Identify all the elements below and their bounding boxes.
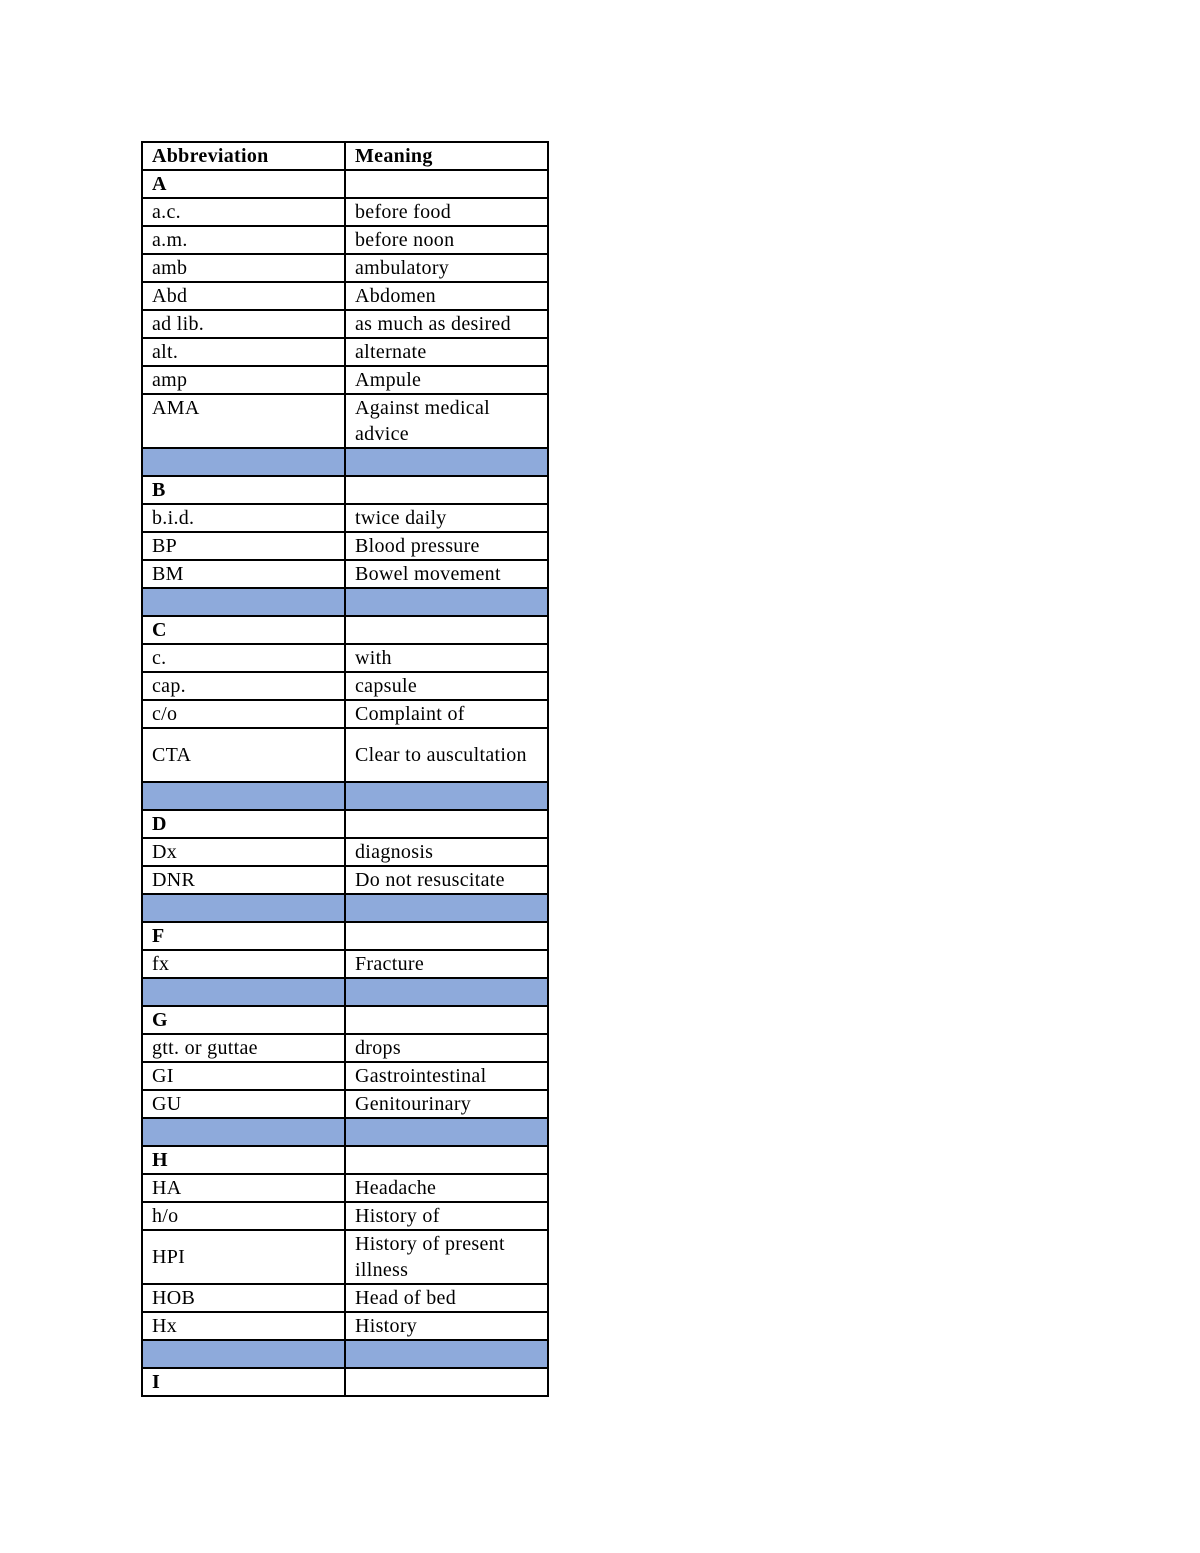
meaning-cell: Against medical advice [345,394,548,448]
abbreviation-cell: BM [142,560,345,588]
meaning-cell: as much as desired [345,310,548,338]
meaning-cell [345,476,548,504]
section-separator-row [142,448,548,476]
meaning-cell: History of present illness [345,1230,548,1284]
letter-heading: D [142,810,345,838]
letter-heading-row [142,1006,548,1034]
abbreviation-cell: ad lib. [142,310,345,338]
abbreviation-cell: gtt. or guttae [142,1034,345,1062]
table-row [142,310,548,338]
abbreviation-cell: c/o [142,700,345,728]
meaning-cell [345,1368,548,1396]
abbreviation-cell: c. [142,644,345,672]
table-row [142,338,548,366]
meaning-cell: before food [345,198,548,226]
section-separator-row [142,978,548,1006]
meaning-cell: twice daily [345,504,548,532]
meaning-cell: Headache [345,1174,548,1202]
abbreviation-cell: cap. [142,672,345,700]
abbreviation-cell: Abd [142,282,345,310]
section-separator-row [142,1118,548,1146]
table-row [142,504,548,532]
table-row [142,950,548,978]
letter-heading-row [142,170,548,198]
header-abbreviation: Abbreviation [142,142,345,170]
meaning-cell: History of [345,1202,548,1230]
meaning-cell: Do not resuscitate [345,866,548,894]
table-row [142,1062,548,1090]
table-row [142,1090,548,1118]
table-row [142,560,548,588]
abbreviation-cell: fx [142,950,345,978]
table-row [142,1174,548,1202]
abbreviation-cell: DNR [142,866,345,894]
meaning-cell: Abdomen [345,282,548,310]
table-row [142,394,548,448]
header-meaning: Meaning [345,142,548,170]
separator-cell [345,894,548,922]
meaning-cell: Blood pressure [345,532,548,560]
abbreviation-cell: a.m. [142,226,345,254]
separator-cell [345,588,548,616]
table-header-row [142,142,548,170]
table-row [142,1284,548,1312]
separator-cell [142,782,345,810]
letter-heading-row [142,1368,548,1396]
table-row [142,728,548,782]
separator-cell [142,448,345,476]
abbreviation-cell: BP [142,532,345,560]
abbreviation-cell: CTA [142,728,345,782]
abbreviation-table-body [142,142,548,1396]
table-row [142,282,548,310]
meaning-cell: Genitourinary [345,1090,548,1118]
separator-cell [345,448,548,476]
letter-heading: G [142,1006,345,1034]
separator-cell [142,1340,345,1368]
table-row [142,532,548,560]
abbreviation-cell: alt. [142,338,345,366]
meaning-cell: with [345,644,548,672]
meaning-cell: Head of bed [345,1284,548,1312]
letter-heading-row [142,1146,548,1174]
abbreviation-cell: GI [142,1062,345,1090]
meaning-cell: Complaint of [345,700,548,728]
table-row [142,1034,548,1062]
abbreviation-cell: amp [142,366,345,394]
table-row [142,1202,548,1230]
separator-cell [345,978,548,1006]
table-row [142,254,548,282]
abbreviation-cell: HOB [142,1284,345,1312]
abbreviation-cell: amb [142,254,345,282]
letter-heading-row [142,810,548,838]
meaning-cell [345,810,548,838]
separator-cell [142,978,345,1006]
letter-heading: B [142,476,345,504]
meaning-cell: before noon [345,226,548,254]
table-row [142,644,548,672]
section-separator-row [142,894,548,922]
letter-heading-row [142,616,548,644]
table-row [142,700,548,728]
letter-heading: C [142,616,345,644]
table-row [142,1230,548,1284]
table-row [142,1312,548,1340]
letter-heading-row [142,922,548,950]
separator-cell [345,1340,548,1368]
meaning-cell [345,1006,548,1034]
abbreviation-cell: AMA [142,394,345,448]
meaning-cell [345,170,548,198]
meaning-cell: Bowel movement [345,560,548,588]
abbreviation-cell: b.i.d. [142,504,345,532]
meaning-cell: Clear to auscultation [345,728,548,782]
abbreviation-cell: Dx [142,838,345,866]
table-row [142,366,548,394]
abbreviation-cell: HA [142,1174,345,1202]
abbreviation-cell: HPI [142,1230,345,1284]
abbreviation-cell: a.c. [142,198,345,226]
abbreviation-table [141,141,549,1397]
meaning-cell: diagnosis [345,838,548,866]
meaning-cell: Fracture [345,950,548,978]
table-row [142,226,548,254]
letter-heading: A [142,170,345,198]
table-row [142,672,548,700]
meaning-cell: History [345,1312,548,1340]
letter-heading: F [142,922,345,950]
table-row [142,838,548,866]
meaning-cell [345,616,548,644]
section-separator-row [142,588,548,616]
meaning-cell: alternate [345,338,548,366]
meaning-cell: capsule [345,672,548,700]
separator-cell [142,894,345,922]
separator-cell [142,588,345,616]
section-separator-row [142,1340,548,1368]
meaning-cell: ambulatory [345,254,548,282]
meaning-cell: Gastrointestinal [345,1062,548,1090]
abbreviation-cell: GU [142,1090,345,1118]
meaning-cell [345,922,548,950]
separator-cell [345,782,548,810]
separator-cell [142,1118,345,1146]
section-separator-row [142,782,548,810]
separator-cell [345,1118,548,1146]
letter-heading-row [142,476,548,504]
table-row [142,866,548,894]
meaning-cell: drops [345,1034,548,1062]
abbreviation-cell: Hx [142,1312,345,1340]
table-row [142,198,548,226]
letter-heading: I [142,1368,345,1396]
letter-heading: H [142,1146,345,1174]
meaning-cell [345,1146,548,1174]
abbreviation-cell: h/o [142,1202,345,1230]
meaning-cell: Ampule [345,366,548,394]
